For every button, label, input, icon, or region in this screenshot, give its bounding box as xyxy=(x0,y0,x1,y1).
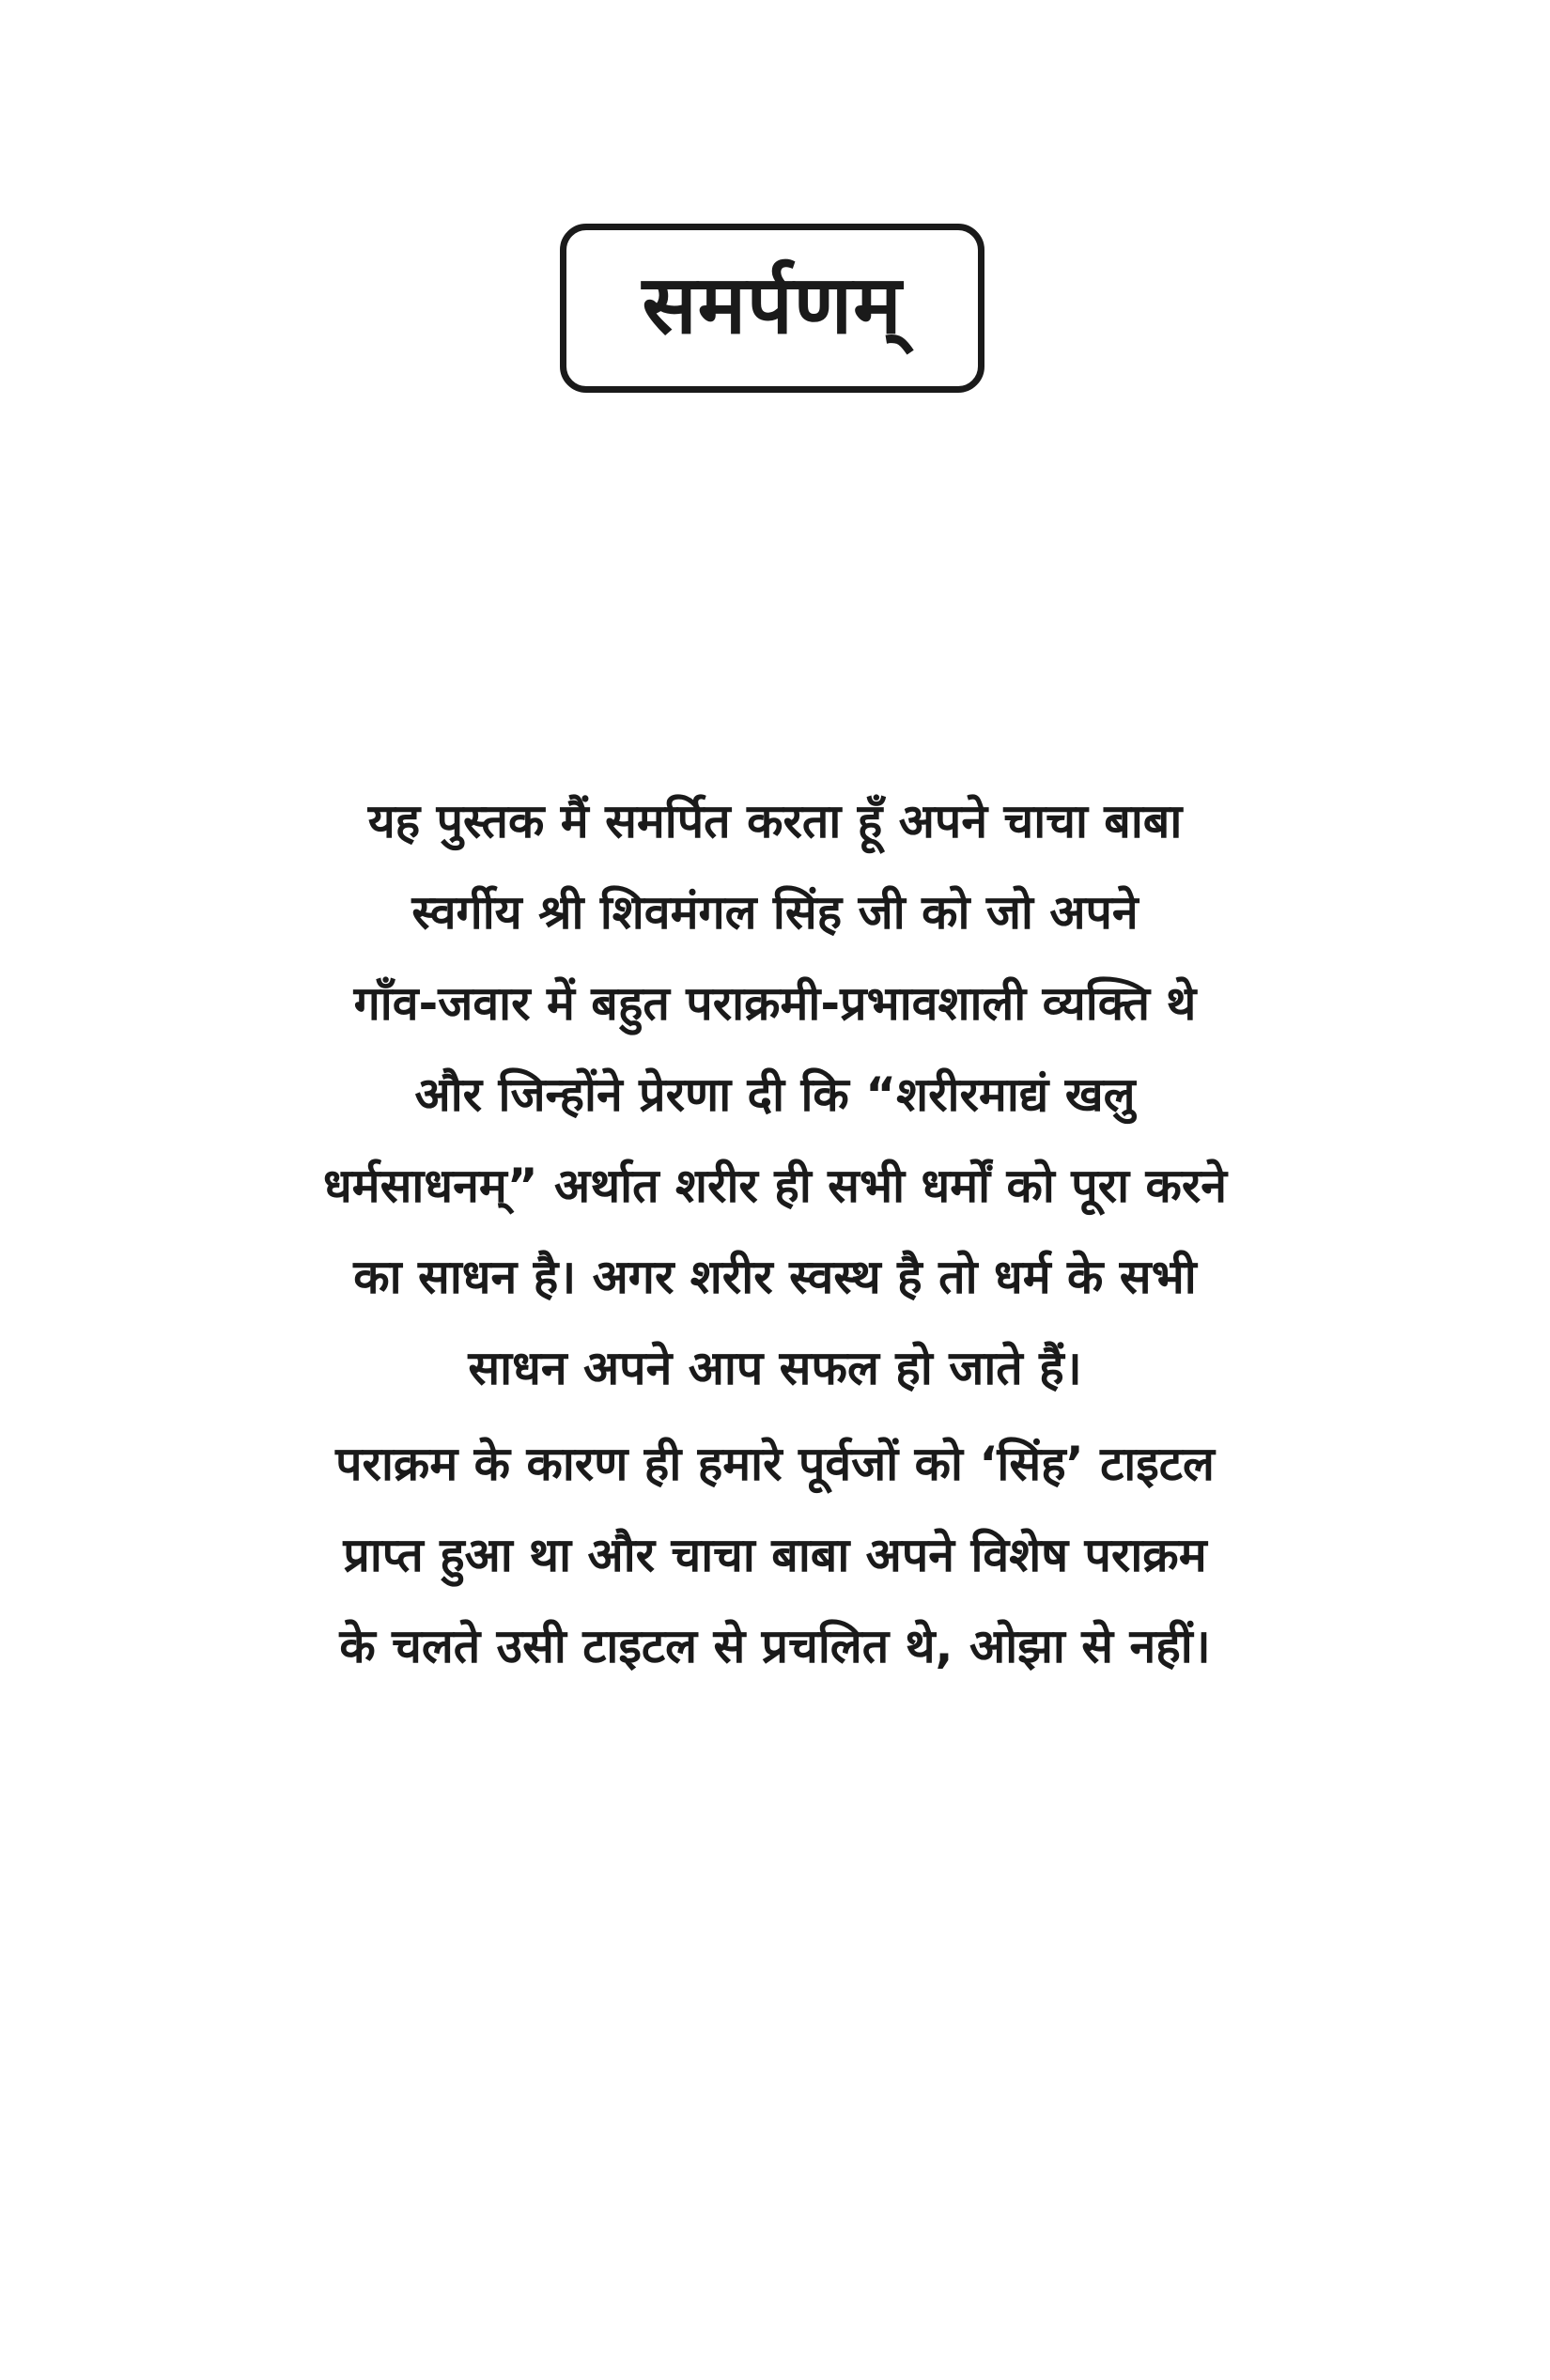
page-title: समर्पणम् xyxy=(642,258,903,352)
text-line: का साधन है। अगर शरीर स्वस्थ है तो धर्म के सभी xyxy=(353,1250,1197,1304)
text-line: साधन अपने आप सफल हो जाते हैं। xyxy=(468,1341,1082,1395)
text-line: धर्मसाधनम्” अर्थात शरीर ही सभी धर्मों को पूरा करने xyxy=(322,1159,1228,1213)
text-line: प्राप्त हुआ था और चाचा बाबा अपने विशेष पराक्रम xyxy=(343,1528,1207,1582)
dedication-paragraph xyxy=(188,776,1362,1414)
text-line: पराक्रम के कारण ही हमारे पूर्वजों को ‘सिंह’ टाइटल xyxy=(335,1437,1215,1491)
text-line: और जिन्होंने प्रेरणा दी कि “शरीरमाद्यं खलु xyxy=(414,1067,1136,1122)
text-line: स्वर्गीय श्री शिवमंगल सिंह जी को जो अपने xyxy=(411,885,1139,940)
heading-box xyxy=(560,224,984,393)
title-origin-paragraph xyxy=(188,1419,1362,1692)
text-line: यह पुस्तक मैं समर्पित करता हूँ अपने चाचा बाबा xyxy=(367,794,1183,848)
text-line: गाँव-जवार में बहुत पराक्रमी-प्रभावशाली व्यक्ति थे xyxy=(353,976,1197,1031)
text-line: के चलते उसी टाइटल से प्रचलित थे, ओझा से नहीं। xyxy=(339,1619,1211,1673)
